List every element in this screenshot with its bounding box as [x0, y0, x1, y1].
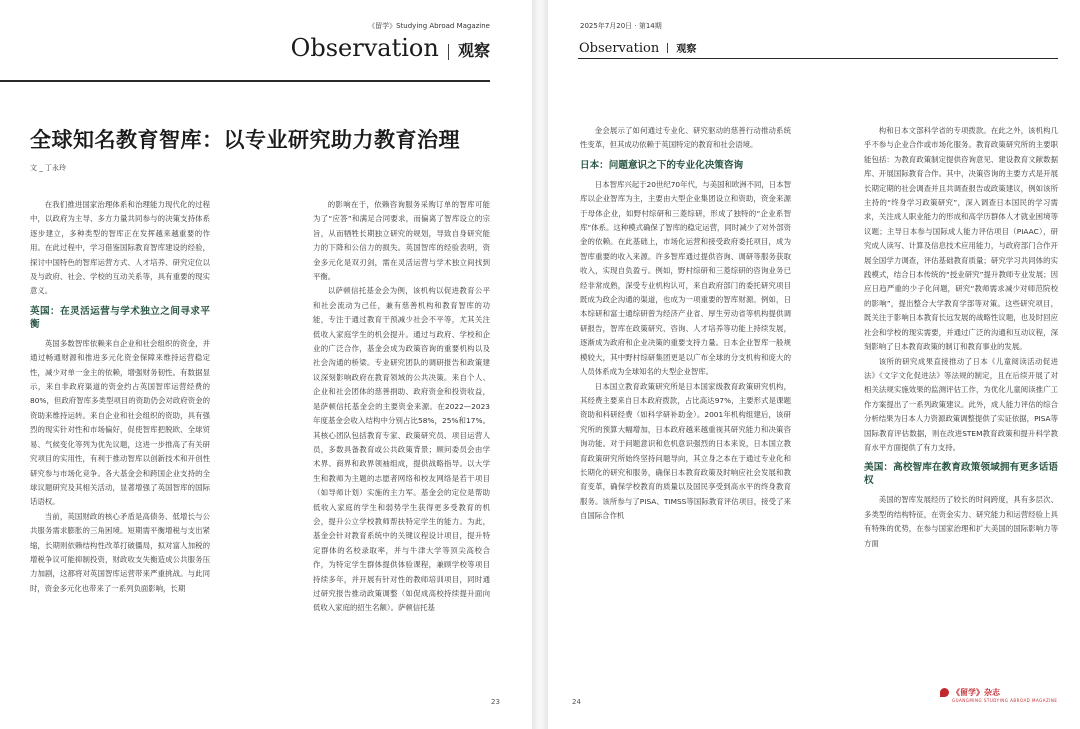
- article-title: 全球知名教育智库：以专业研究助力教育治理: [30, 128, 460, 152]
- paragraph: 当前，英国财政的核心矛盾是高债务、低增长与公共服务需求膨胀的三角困境。短期需平衡增税与支出紧缩，长期则依赖结构性改革打破僵局，拟对富人加税的增税争议可能抑制投资，财政收支失衡造成公共服务压力加剧，这都将对英国智库运营带来严重挑战。与此同时，资金多元化也带来了一系列负面影响，长期: [30, 511, 210, 593]
- section-title-en: Observation: [290, 34, 439, 62]
- section-title-cn: 观察: [457, 41, 490, 60]
- page-number: 24: [572, 698, 581, 706]
- magazine-name: 《留学》Studying Abroad Magazine: [368, 22, 490, 30]
- magazine-logo: [940, 687, 1057, 703]
- section-heading-uk: 英国：在灵活运营与学术独立之间寻求平衡: [30, 305, 210, 330]
- header-rule: [0, 80, 490, 82]
- logo-text: 《留学》杂志: [952, 688, 1000, 697]
- paragraph: 以萨顿信托基金会为例，该机构以促进教育公平和社会流动为己任，兼有慈善机构和教育智库的功能，专注于通过教育干预减少社会不平等，尤其关注低收入家庭学生的机会提升。通过与政府、学校和企业的广泛合作，基金会成为政策咨询的重要机构以及社会沟通的桥梁。专业研究团队的调研报告和政策建议深刻影响政府在教育领域的公共决策。来自个人、企业和社会团体的慈善捐助、政府资金和投资收益，是萨顿信托基金会的主要资金来源。在2022—2023年度基金会收入结构中分别占比58%，25%和17%。其核心团队包括教育专家、政策研究员、项目运营人员，多数具备教育或公共政策背景；顾问委员会由学术界、商界和政界领袖组成，提供战略指导。以大学生和教师为主题的志愿者网络和校友网络是若干项目（如导师计划）实施的主力军。基金会的定位是帮助低收入家庭的学生和弱势学生获得更多受教育的机会，提升公立学校教师帮扶特定学生的能力。为此，基金会针对教育系统中的关键议程设计项目，提升特定群体的名校录取率，并与牛津大学等顶尖高校合作，为特定学生群体提供体验课程，兼顾学校等项目持续多年，并开展有针对性的教师培训项目，同时通过研究报告推动政策调整（如促成高校持续提升面向低收入家庭的招生名额）。萨顿信托基: [313, 286, 490, 613]
- header-rule: [578, 58, 1058, 59]
- issue-date: 2025年7月20日 · 第14期: [580, 22, 662, 30]
- paragraph: 英国多数智库依赖来自企业和社会组织的资金，并通过畅通财源和推进多元化资金保障来维持运营稳定性，减少对单一金主的依赖，增强财务韧性。有数据显示，来自非政府渠道的资金约占英国智库运营经费的80%，但政府智库多类型项目的资助仍会对政府资金的资助来维持运转。来自企业和社会组织的资助，具有强烈的现实针对性和市场偏好，促使智库把脱欧、全球贸易、气候变化等列为优先议题，这进一步推高了有关研究项目的实用性，有利于推动智库以创新技术和开创性研究参与市场化竞争。各大基金会和跨国企业支持的全球议题研究及其相关活动，显著增强了英国智库的国际话语权。: [30, 338, 210, 507]
- header-divider: [448, 44, 449, 60]
- page-number: 23: [491, 698, 500, 706]
- paragraph: 日本国立教育政策研究所是日本国家级教育政策研究机构，其经费主要来自日本政府拨款，占比高达97%，主要形式是课题资助和科研经费（如科学研补助金）。2001年机构组建后，该研究所的预算大幅增加，日本政府越来越重视其研究能力和决策咨询功能。对于问题意识和危机意识强烈的日本来说，日本国立教育政策研究所始终坚持问题导向，其立身之本在于通过专业化和长期化的研究和服务，确保日本教育政策及时响应社会发展和教育变革，确保学校教育的质量以及国民享受到高水平的终身教育服务。该所参与了PISA、TIMSS等国际教育评估项目，接受了来自国际合作机: [580, 381, 791, 521]
- left-page: [0, 0, 532, 729]
- column-3: [580, 124, 791, 686]
- section-heading-japan: 日本：问题意识之下的专业化决策咨询: [580, 159, 744, 171]
- paragraph: 金会展示了如何通过专业化、研究驱动的慈善行动推动系统性变革，但其成功依赖于英国特定的教育和社会语境。: [580, 126, 791, 150]
- right-page: [548, 0, 1080, 729]
- column-2: [313, 198, 490, 686]
- paragraph: 构和日本文部科学省的专项拨款。在此之外，该机构几乎不参与企业合作或市场化服务。教育政策研究所的主要职能包括：为教育政策制定提供咨询意见、建设教育文献数据库、开展国际教育合作。其中，决策咨询的主要方式是开展长期定期的社会调查并且共调查报告或政策建议，例如该所主持的“终身学习政策研究”，深入调查日本国民的学习需求，关注成人职业能力的形成和高学历群体人才就业困境等议题；主导日本参与国际成人能力评估项目（PIAAC），研究成人读写、计算及信息技术应用能力，与政府部门合作开展全国学力调查，评估基础教育质量；研究学习共同体的实践模式，结合日本传统的“授业研究”提升教师专业发展；因应日趋严重的少子化问题，研究“教师需求减少对师范院校的影响”，提出整合大学教育学部等对策。这些研究项目，既关注于影响日本教育长远发展的战略性议题，也及时回应社会和学校的现实需要，并通过广泛的沟通和互动议程，深刻影响了日本教育政策的制订和教育事业的发展。: [864, 126, 1058, 352]
- byline: 文 _ 丁永玲: [30, 164, 66, 172]
- logo-subtext: GUANGMING STUDYING ABROAD MAGAZINE: [952, 698, 1058, 703]
- paragraph: 的影响在于，依赖咨询服务采购订单的智库可能为了“应答”和满足合同要求，而偏离了智库设立的宗旨，从而牺牲长期独立研究的规划，导致自身研究能力的下降和公信力的损失。英国智库的经验表明，资金多元化是双刃剑，需在灵活运营与学术独立间找到平衡。: [313, 200, 490, 282]
- column-4: [864, 124, 1058, 686]
- column-1: [30, 198, 210, 686]
- section-header: [579, 37, 696, 56]
- section-heading-usa: 美国：高校智库在教育政策领域拥有更多话语权: [864, 462, 1058, 487]
- logo-mark-icon: [940, 688, 949, 697]
- paragraph: 该所的研究成果直接推动了日本《儿童阅读活动促进法》《文字文化促进法》等法规的制定，且在后续开展了对相关法规实施效果的监测评估工作，为优化儿童阅读推广工作方案提出了一系列政策建议。此外，成人能力评估的综合分析结果为日本人力资源政策调整提供了实证依据，PISA等国际教育评估数据，则在改进STEM教育政策和提升科学教育水平方面提供了有力支持。: [864, 356, 1058, 452]
- page-gutter: [532, 0, 548, 729]
- section-title-en: Observation: [579, 41, 660, 56]
- paragraph: 美国的智库发展经历了较长的时间跨度，具有多层次、多类型的结构特征，在资金实力、研究能力和运营经验上具有特殊的优势，在参与国家治理和扩大美国的国际影响力等方面: [864, 495, 1058, 548]
- header-divider: [667, 43, 668, 53]
- paragraph: 日本智库兴起于20世纪70年代，与美国和欧洲不同，日本智库以企业智库为主，主要由大型企业集团设立和资助，资金来源于母体企业，如野村综研和三菱综研，形成了独特的“企业系智库”体系。这种模式确保了智库的稳定运营，同时减少了对外部资金的依赖。在此基础上，市场化运营和接受政府委托项目，成为智库重要的收入来源。许多智库通过提供咨询、调研等服务获取收入，实现自负盈亏。例如，野村综研和三菱综研的咨询业务已经非常成熟，深受专业机构认可，来自政府部门的委托研究项目既成为政企沟通的渠道，也成为一项重要的智库财源。例如，日本综研和富士通综研曾为经济产业省、厚生劳动省等机构提供调研报告，智库在政策研究、咨询、人才培养等功能上持续发展，逐渐成为政府和企业决策的重要支持力量。日本企业智库一般规模较大，其中野村综研集团更是以广布全球的分支机构和庞大的人员体系成为全球知名的大型企业智库。: [580, 179, 791, 377]
- section-header: [291, 34, 490, 62]
- section-title-cn: 观察: [676, 44, 697, 55]
- paragraph: 在我们推进国家治理体系和治理能力现代化的过程中，以政府为主导、多方力量共同参与的决策支持体系逐步建立，多种类型的智库正在发挥越来越重要的作用。在此过程中，学习借鉴国际教育智库建设的经验，探讨中国特色的智库运营方式、人才培养、研究定位以及与政府、社会、学校的互动关系等，具有重要的现实意义。: [30, 200, 210, 296]
